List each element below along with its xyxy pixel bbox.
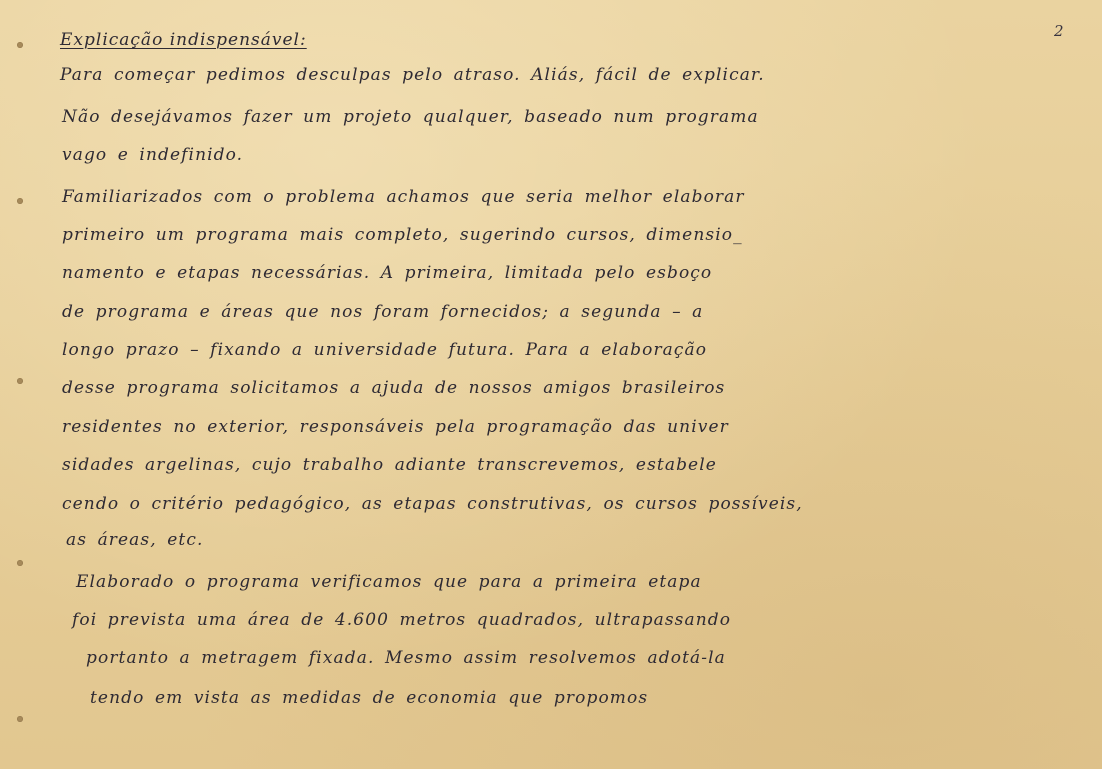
text-line: foi prevista uma área de 4.600 metros quadrados, ultrapassando [72,610,732,630]
text-line: Elaborado o programa verificamos que para a primeira etapa [76,572,702,592]
text-line: residentes no exterior, responsáveis pela programação das univer [62,417,729,437]
text-line: tendo em vista as medidas de economia que propomos [90,688,649,708]
text-line: cendo o critério pedagógico, as etapas construtivas, os cursos possíveis, [62,494,803,514]
page-number: 2 [1054,22,1064,40]
punch-hole [17,42,23,48]
text-line: namento e etapas necessárias. A primeira, limitada pelo esboço [62,263,713,283]
punch-hole [17,560,23,566]
text-line: as áreas, etc. [66,530,204,550]
text-line: portanto a metragem fixada. Mesmo assim resolvemos adotá-la [86,648,726,668]
text-line: sidades argelinas, cujo trabalho adiante transcrevemos, estabele [62,455,717,475]
text-line: primeiro um programa mais completo, sugerindo cursos, dimensio_ [62,225,743,245]
punch-hole [17,716,23,722]
text-line: longo prazo – fixando a universidade futura. Para a elaboração [62,340,708,360]
text-line: Não desejávamos fazer um projeto qualquer, baseado num programa [62,107,759,127]
text-line: vago e indefinido. [62,145,244,165]
punch-hole [17,198,23,204]
text-line: de programa e áreas que nos foram fornecidos; a segunda – a [62,302,704,322]
punch-hole [17,378,23,384]
text-line: desse programa solicitamos a ajuda de nossos amigos brasileiros [62,378,726,398]
heading: Explicação indispensável: [60,30,307,50]
text-line: Para começar pedimos desculpas pelo atraso. Aliás, fácil de explicar. [60,65,765,85]
text-line: Familiarizados com o problema achamos que seria melhor elaborar [62,187,745,207]
